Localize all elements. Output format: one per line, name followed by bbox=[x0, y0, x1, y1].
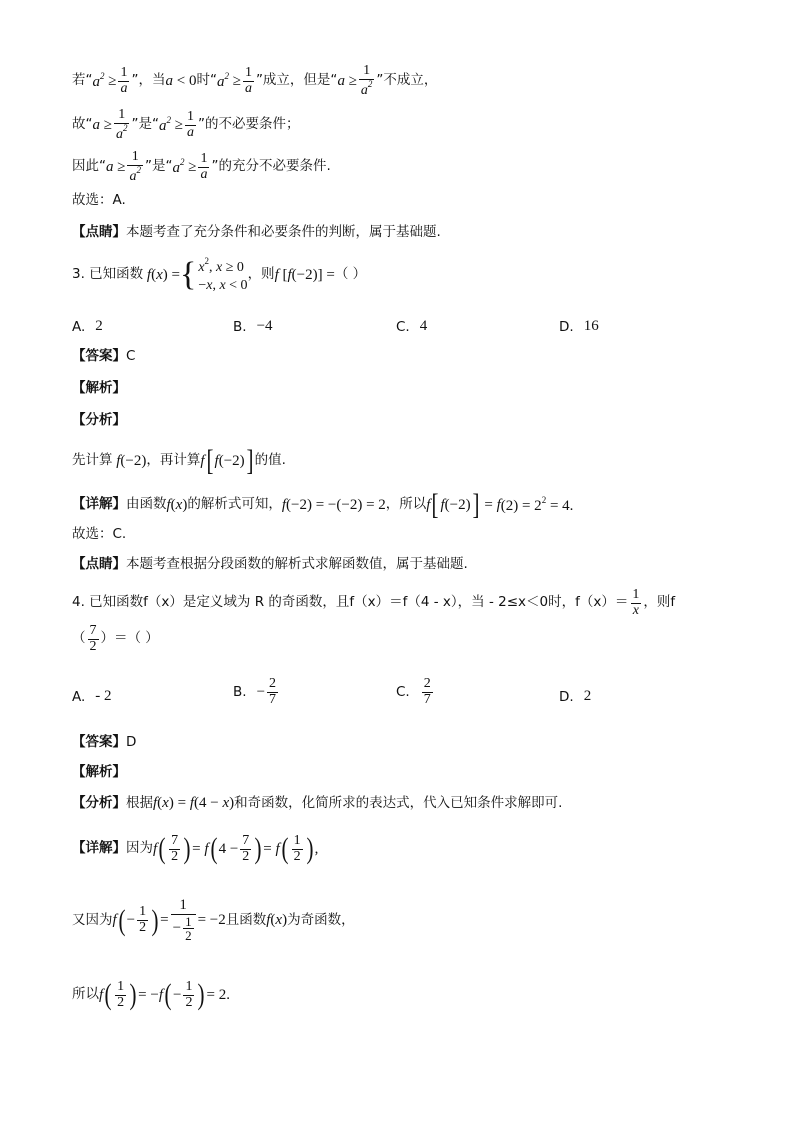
option-letter: D. bbox=[559, 318, 574, 335]
option-letter: C. bbox=[396, 684, 410, 701]
math: x bbox=[156, 266, 163, 283]
text-line-2 bbox=[72, 108, 299, 142]
option-3d[interactable] bbox=[559, 318, 599, 335]
text-line-1 bbox=[72, 64, 437, 98]
math: 4 − bbox=[218, 840, 239, 857]
math: x bbox=[222, 795, 230, 811]
math: ) bbox=[282, 912, 288, 929]
option-value: 2 bbox=[95, 318, 103, 334]
math: $(2) = 2^2 = 4$. bbox=[500, 495, 574, 514]
paren: ( bbox=[210, 832, 218, 866]
math: f bbox=[440, 496, 445, 513]
text: 本题考查了充分条件和必要条件的判断，属于基础题. bbox=[126, 224, 441, 240]
math: f bbox=[266, 912, 271, 929]
math: (−2)] = bbox=[291, 266, 335, 283]
paren: ) bbox=[306, 832, 314, 866]
paren: ) bbox=[129, 978, 137, 1012]
fraction: $\frac{7}{2}$ bbox=[242, 833, 250, 864]
math: x bbox=[162, 795, 169, 811]
brace: { bbox=[179, 256, 197, 293]
math: ( bbox=[170, 496, 176, 513]
math: f bbox=[166, 496, 171, 513]
answer-value: D bbox=[126, 734, 137, 750]
math: f bbox=[214, 452, 219, 469]
piecewise: $x^2$, x ≥ 0 −x, x < 0 bbox=[198, 256, 248, 293]
text: 根据 bbox=[126, 794, 153, 811]
paren: ( bbox=[158, 832, 166, 866]
fraction: $\frac{1}{a}$ bbox=[120, 65, 128, 96]
option-4b[interactable] bbox=[233, 677, 280, 707]
text: ”成立，但是“ bbox=[255, 72, 338, 89]
comment-3 bbox=[72, 558, 468, 572]
paren: ( bbox=[281, 832, 289, 866]
math: − bbox=[173, 986, 182, 1003]
fraction: $\frac{1}{a^2}$ bbox=[360, 63, 373, 98]
fraction: $\frac{2}{7}$ bbox=[269, 676, 277, 707]
text: ”是“ bbox=[144, 158, 173, 175]
option-3b[interactable] bbox=[233, 318, 273, 335]
math: f bbox=[153, 840, 158, 857]
option-4d[interactable] bbox=[559, 688, 591, 705]
math: = bbox=[480, 496, 497, 513]
math: ≥ bbox=[170, 116, 183, 133]
tag-daan: 【答案】 bbox=[72, 734, 126, 750]
math: f bbox=[204, 840, 209, 857]
math: ( bbox=[157, 795, 163, 811]
tag-xiangjie: 【详解】 bbox=[72, 496, 126, 513]
option-value: 2 bbox=[583, 688, 592, 704]
text: ”不成立， bbox=[376, 72, 438, 89]
math: = bbox=[263, 840, 276, 857]
math: $a^2$ bbox=[158, 115, 171, 135]
math: (4 − bbox=[193, 795, 223, 811]
tag-fenxi: 【分析】 bbox=[72, 412, 126, 428]
bracket: [ bbox=[431, 488, 439, 521]
fraction: $\frac{1}{2}$ bbox=[185, 979, 193, 1010]
fraction: $\frac{1}{a^2}$ bbox=[115, 107, 128, 142]
math: ( bbox=[270, 912, 276, 929]
fraction: $\frac{1}{a}$ bbox=[186, 109, 194, 140]
text: 所以 bbox=[72, 986, 99, 1003]
math: ≥ bbox=[228, 72, 241, 89]
fraction: $\frac{1}{x}$ bbox=[632, 587, 640, 618]
math: f bbox=[112, 452, 121, 469]
math: f bbox=[287, 266, 292, 283]
fraction: $\frac{2}{7}$ bbox=[423, 676, 431, 707]
bracket: ] bbox=[472, 488, 480, 521]
text: 和奇函数，化简所求的表达式，代入已知条件求解即可. bbox=[234, 794, 563, 811]
text: 3. 已知函数 bbox=[72, 266, 144, 283]
answer-4 bbox=[72, 736, 136, 750]
paren: ( bbox=[104, 978, 112, 1012]
math: $a^2$ bbox=[92, 71, 105, 91]
paren: ) bbox=[254, 832, 262, 866]
option-letter: D. bbox=[559, 688, 574, 705]
math: f bbox=[112, 912, 117, 929]
math: a bbox=[92, 116, 100, 133]
math: x bbox=[275, 912, 283, 929]
fraction: $\frac{1}{a^2}$ bbox=[129, 149, 141, 184]
text: 故“ bbox=[72, 116, 93, 133]
option-4a[interactable] bbox=[72, 688, 112, 705]
option-value: 4 bbox=[419, 318, 428, 334]
tag-jiexi: 【解析】 bbox=[72, 764, 126, 780]
math: ≥ bbox=[104, 72, 117, 89]
detail-3 bbox=[72, 490, 573, 520]
text: ，则 bbox=[247, 266, 275, 283]
text: ，再计算 bbox=[146, 452, 201, 469]
paren: ( bbox=[118, 903, 126, 937]
math: < 0 bbox=[172, 72, 197, 89]
math: = − bbox=[138, 986, 159, 1003]
fraction: $\frac{1}{a}$ bbox=[244, 65, 252, 96]
math: a bbox=[106, 158, 114, 175]
text: 为奇函数， bbox=[287, 911, 355, 928]
math: f bbox=[274, 266, 279, 283]
question-3 bbox=[72, 256, 366, 294]
answer-value: C bbox=[126, 348, 136, 364]
math: = bbox=[160, 912, 169, 929]
math: − bbox=[126, 912, 136, 929]
analysis-3 bbox=[72, 446, 286, 476]
math: = bbox=[192, 840, 205, 857]
math: , bbox=[314, 840, 319, 857]
math: ) = bbox=[168, 795, 190, 811]
paren: ) bbox=[151, 903, 159, 937]
paren: ) bbox=[183, 832, 191, 866]
tag-daan: 【答案】 bbox=[72, 348, 126, 364]
tag-dianjing: 【点睛】 bbox=[72, 224, 126, 240]
option-value: - 2 bbox=[95, 688, 112, 704]
text: 的解析式可知， bbox=[187, 496, 282, 513]
analysis-4 bbox=[72, 796, 562, 811]
option-value: −4 bbox=[256, 318, 273, 334]
text: ，所以 bbox=[385, 496, 427, 513]
math: f bbox=[426, 496, 431, 513]
option-letter: C. bbox=[396, 318, 410, 335]
text: ”，当 bbox=[131, 72, 166, 89]
comment-1 bbox=[72, 226, 441, 240]
option-3a[interactable] bbox=[72, 318, 103, 335]
bracket: [ bbox=[206, 444, 214, 477]
math: ≥ bbox=[113, 158, 126, 175]
tag-fenxi: 【分析】 bbox=[72, 794, 126, 811]
paren: ) bbox=[197, 978, 205, 1012]
math: f bbox=[200, 452, 205, 469]
math: a bbox=[337, 72, 345, 89]
math: [ bbox=[278, 266, 288, 283]
text: 4. 已知函数f（x）是定义域为 R 的奇函数，且f（x）＝f（4 - x），当 - 2≤x＜0时，f（x）＝ bbox=[72, 594, 629, 611]
paren: ( bbox=[164, 978, 172, 1012]
tag-dianjing: 【点睛】 bbox=[72, 556, 126, 572]
math: (−2) bbox=[120, 452, 147, 469]
text: ，则f bbox=[643, 594, 676, 611]
fraction: $\frac{1}{2}$ bbox=[293, 833, 301, 864]
text: 又因为 bbox=[72, 911, 113, 928]
option-letter: B. bbox=[233, 318, 247, 335]
math: (−2) bbox=[218, 452, 245, 469]
math: ≥ bbox=[184, 158, 197, 175]
text: ”的充分不必要条件. bbox=[211, 158, 331, 175]
math: ) = bbox=[162, 266, 180, 283]
text: 因为 bbox=[126, 840, 153, 857]
math: (−2) bbox=[444, 496, 471, 513]
text: （ ） bbox=[334, 266, 367, 283]
text: （ bbox=[72, 630, 86, 647]
text: 由函数 bbox=[126, 496, 167, 513]
math: $a^2$ bbox=[172, 157, 185, 177]
math: (−2) = −(−2) = 2 bbox=[286, 496, 386, 513]
math: = 2. bbox=[206, 986, 230, 1003]
math: ≥ bbox=[344, 72, 357, 89]
math: f bbox=[143, 266, 152, 283]
option-value: − bbox=[256, 683, 266, 700]
detail-4 bbox=[72, 834, 318, 864]
fraction: $\frac{7}{2}$ bbox=[171, 833, 179, 864]
math: a bbox=[165, 72, 173, 89]
text: ”是“ bbox=[131, 116, 159, 133]
text: 先计算 bbox=[72, 452, 113, 469]
math: f bbox=[158, 986, 164, 1003]
math: f bbox=[153, 795, 158, 811]
answer-3 bbox=[72, 350, 135, 364]
math: ) bbox=[229, 795, 235, 811]
question-4-line-1 bbox=[72, 588, 675, 618]
fraction: $\frac{1}{a}$ bbox=[200, 151, 208, 182]
fraction: 1 − $\frac{1}{2}$ bbox=[171, 898, 196, 943]
math: f bbox=[496, 496, 501, 513]
again-because bbox=[72, 898, 355, 943]
math: f bbox=[275, 840, 280, 857]
math: ≥ bbox=[100, 116, 112, 133]
text: ）＝（ ） bbox=[100, 630, 159, 647]
choose-a: 故选：A. bbox=[72, 192, 126, 208]
text: 本题考查根据分段函数的解析式求解函数值，属于基础题. bbox=[126, 556, 468, 572]
math: ( bbox=[151, 266, 157, 283]
option-4c[interactable] bbox=[396, 677, 435, 707]
math: ) bbox=[182, 496, 188, 513]
option-letter: B. bbox=[233, 684, 247, 701]
bracket: ] bbox=[246, 444, 254, 477]
math: $a^2$ bbox=[216, 71, 229, 91]
choose-c: 故选：C. bbox=[72, 526, 127, 542]
option-letter: A. bbox=[72, 688, 86, 705]
option-letter: A. bbox=[72, 318, 86, 335]
math: x bbox=[175, 496, 183, 513]
math: f bbox=[281, 496, 287, 513]
text-line-3 bbox=[72, 150, 331, 184]
fraction: $\frac{1}{2}$ bbox=[117, 979, 125, 1010]
fraction: $\frac{7}{2}$ bbox=[89, 623, 97, 654]
text: 且函数 bbox=[225, 911, 267, 928]
text: 因此“ bbox=[72, 158, 106, 175]
text: 的值. bbox=[254, 452, 286, 469]
math: f bbox=[99, 986, 104, 1003]
tag-jiexi: 【解析】 bbox=[72, 380, 126, 396]
fraction: $\frac{1}{2}$ bbox=[139, 904, 147, 936]
conclusion-4 bbox=[72, 980, 230, 1010]
option-3c[interactable] bbox=[396, 318, 427, 335]
math: f bbox=[189, 795, 194, 811]
tag-xiangjie: 【详解】 bbox=[72, 840, 126, 857]
question-4-line-2 bbox=[72, 624, 159, 654]
option-value: 16 bbox=[583, 318, 599, 334]
math: = −2 bbox=[197, 912, 226, 929]
text: 时“ bbox=[196, 72, 217, 89]
text: 若“ bbox=[72, 72, 93, 89]
text: ”的不必要条件； bbox=[197, 116, 300, 133]
